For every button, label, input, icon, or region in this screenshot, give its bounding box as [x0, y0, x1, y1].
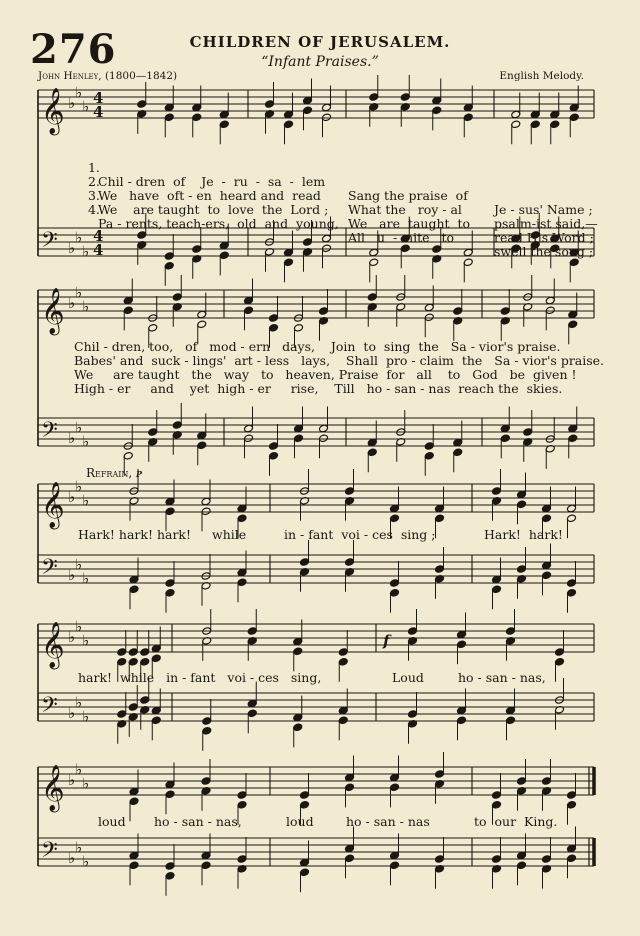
note-head	[165, 862, 175, 871]
lyric-segment: read His Word ;	[494, 230, 594, 245]
lyric-segment: All u - nite to	[348, 230, 455, 245]
note-head	[345, 844, 355, 853]
note-head	[345, 773, 355, 782]
flat-icon: ♭	[68, 239, 76, 257]
treble-clef-icon: 𝄞	[41, 765, 65, 811]
refrain-lyric: ho - san - nas,	[154, 814, 242, 829]
refrain-lyric: loud	[98, 814, 126, 829]
hymn-title: CHILDREN OF JERUSALEM.	[189, 33, 451, 51]
flat-icon: ♭	[75, 283, 83, 302]
lyric-segment: Pa - rents, teach-ers, old and young,	[98, 216, 339, 231]
note-head	[237, 791, 247, 800]
bass-clef-icon: 𝄢	[41, 693, 58, 723]
verse-number: 3.	[87, 188, 100, 203]
flat-icon: ♭	[75, 83, 83, 102]
lyric-segment: psalm-ist said,—	[494, 216, 598, 231]
tune-name: “Infant Praises.”	[261, 54, 379, 70]
refrain-lyric: Loud	[392, 670, 424, 685]
note-head	[345, 854, 355, 863]
flat-icon: ♭	[75, 477, 83, 496]
note-head	[345, 783, 355, 792]
author-credit: John Henley, (1800—1842)	[38, 70, 178, 82]
note-head	[237, 855, 247, 864]
note-head	[542, 855, 552, 864]
time-signature: 4	[93, 89, 104, 107]
refrain-label: Refrain, p	[86, 466, 143, 480]
flat-icon: ♭	[68, 488, 76, 506]
bass-clef-icon: 𝄢	[41, 555, 58, 585]
note-head	[492, 801, 502, 810]
note-head	[435, 770, 445, 779]
note-head	[567, 801, 577, 810]
refrain-lyric: Hark! hark! hark!	[78, 527, 192, 542]
note-head	[492, 791, 502, 800]
dynamic-mark: f	[383, 632, 390, 650]
treble-clef-icon: 𝄞	[41, 622, 65, 668]
note-head	[517, 777, 527, 786]
note-head	[237, 801, 247, 810]
flat-icon: ♭	[82, 774, 90, 793]
time-signature: 4	[93, 241, 104, 259]
note-head	[567, 854, 577, 863]
verse-1-line-2: Chil - dren, too, of mod - ern days, Join to sing the Sa - vior's praise.	[74, 339, 561, 354]
note-head	[492, 855, 502, 864]
verse-number: 1.	[87, 160, 100, 175]
flat-icon: ♭	[68, 94, 76, 112]
note-head	[390, 851, 400, 860]
flat-icon: ♭	[75, 760, 83, 779]
flat-icon: ♭	[68, 628, 76, 646]
bass-clef-icon: 𝄢	[41, 418, 58, 448]
flat-icon: ♭	[75, 693, 83, 712]
lyric-segment: Sang the praise of	[348, 188, 468, 203]
time-signature: 4	[93, 103, 104, 121]
lyric-segment: What the roy - al	[348, 202, 462, 217]
flat-icon: ♭	[75, 838, 83, 857]
note-head	[129, 797, 139, 806]
lyric-segment: We are taught to love the Lord ;	[98, 202, 329, 217]
lyric-segment: swell the song ;	[494, 244, 594, 259]
flat-icon: ♭	[75, 555, 83, 574]
refrain-lyric: hark! while in - fant voi - ces sing,	[78, 670, 322, 685]
hymn-number: 276	[30, 26, 117, 73]
treble-clef-icon: 𝄞	[41, 88, 65, 134]
note-head	[129, 861, 139, 870]
note-head	[300, 858, 310, 867]
treble-clef-icon: 𝄞	[41, 288, 65, 334]
verse-3-line-2: We are taught the way to heaven, Praise for all to God be given !	[74, 367, 577, 382]
refrain-lyric: ho - san - nas	[346, 814, 430, 829]
lyric-segment: We have oft - en heard and read	[98, 188, 321, 203]
tune-credit: English Melody.	[499, 70, 584, 82]
flat-icon: ♭	[82, 569, 90, 588]
note-head	[517, 861, 527, 870]
lyric-segment: Chil - dren of Je - ru - sa - lem	[98, 174, 326, 189]
note-head	[129, 851, 139, 860]
note-head	[165, 872, 175, 881]
dynamic-mark: p	[136, 466, 143, 480]
note-head	[567, 791, 577, 800]
note-head	[300, 791, 310, 800]
flat-icon: ♭	[68, 849, 76, 867]
lyric-segment: Je - sus' Name ;	[494, 202, 593, 217]
verse-4-line-2: High - er and yet high - er rise, Till ho - san - nas reach the skies.	[74, 381, 563, 396]
flat-icon: ♭	[82, 491, 90, 510]
flat-icon: ♭	[68, 294, 76, 312]
bass-clef-icon: 𝄢	[41, 838, 58, 868]
refrain-lyric: to our King.	[474, 814, 558, 829]
flat-icon: ♭	[82, 432, 90, 451]
note-head	[300, 868, 310, 877]
flat-icon: ♭	[68, 704, 76, 722]
note-head	[542, 777, 552, 786]
flat-icon: ♭	[82, 297, 90, 316]
note-head	[567, 844, 577, 853]
note-head	[300, 801, 310, 810]
refrain-lyric: loud	[286, 814, 314, 829]
flat-icon: ♭	[82, 242, 90, 261]
note-head	[129, 787, 139, 796]
flat-icon: ♭	[82, 97, 90, 116]
note-head	[435, 855, 445, 864]
flat-icon: ♭	[75, 617, 83, 636]
note-head	[165, 780, 175, 789]
note-head	[517, 851, 527, 860]
treble-clef-icon: 𝄞	[41, 482, 65, 528]
bass-staff	[38, 827, 594, 896]
refrain-lyric: Hark! hark!	[484, 527, 563, 542]
verse-number: 2.	[87, 174, 100, 189]
note-head	[165, 790, 175, 799]
flat-icon: ♭	[82, 852, 90, 871]
bass-clef-icon: 𝄢	[41, 228, 58, 258]
flat-icon: ♭	[68, 566, 76, 584]
flat-icon: ♭	[68, 771, 76, 789]
flat-icon: ♭	[68, 429, 76, 447]
flat-icon: ♭	[75, 418, 83, 437]
refrain-lyric: in - fant voi - ces sing ;	[284, 527, 436, 542]
time-signature: 4	[93, 227, 104, 245]
note-head	[201, 777, 211, 786]
verse-number: 4.	[87, 202, 100, 217]
refrain-lyric: while	[212, 527, 247, 542]
flat-icon: ♭	[82, 631, 90, 650]
flat-icon: ♭	[82, 707, 90, 726]
verse-2-line-2: Babes' and suck - lings' art - less lays, Shall pro - claim the Sa - vior's praise.	[74, 353, 605, 368]
note-head	[201, 861, 211, 870]
refrain-lyric: ho - san - nas,	[458, 670, 546, 685]
flat-icon: ♭	[75, 228, 83, 247]
note-head	[390, 861, 400, 870]
note-head	[390, 783, 400, 792]
lyric-segment: We are taught to	[348, 216, 471, 231]
note-head	[201, 851, 211, 860]
note-head	[390, 773, 400, 782]
